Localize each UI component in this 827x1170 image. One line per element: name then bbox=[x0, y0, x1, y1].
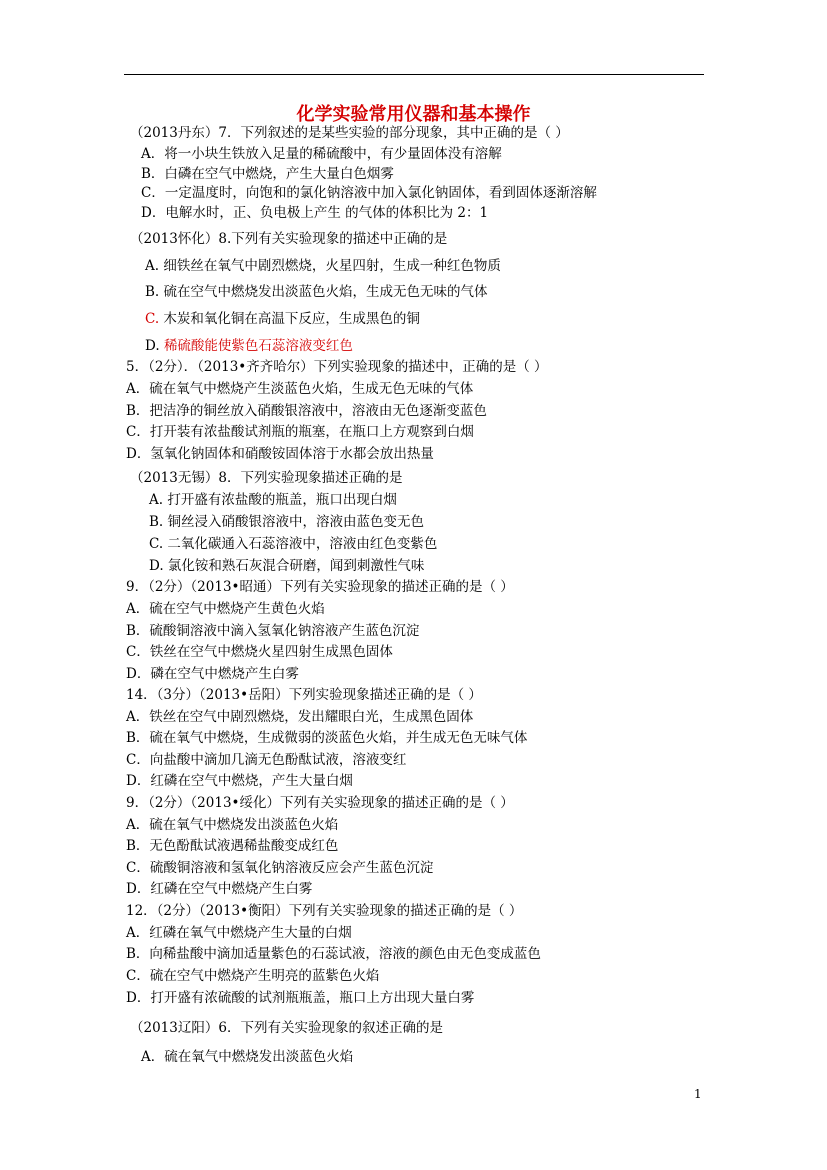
text-line: B．向稀盐酸中滴加适量紫色的石蕊试液，溶液的颜色由无色变成蓝色 bbox=[126, 946, 541, 962]
option-label: D. bbox=[145, 338, 164, 354]
page-number: 1 bbox=[694, 1087, 702, 1101]
text-line: D．红磷在空气中燃烧，产生大量白烟 bbox=[126, 773, 353, 789]
text-line: B. 硫在空气中燃烧发出淡蓝色火焰，生成无色无味的气体 bbox=[145, 284, 488, 300]
text-line: D．红磷在空气中燃烧产生白雾 bbox=[126, 881, 313, 897]
text-line: C．铁丝在空气中燃烧火星四射生成黑色固体 bbox=[126, 644, 393, 660]
option-text-highlight: 稀硫酸能使紫色石蕊溶液变红色 bbox=[163, 338, 353, 354]
text-line: D．氢氧化钠固体和硝酸铵固体溶于水都会放出热量 bbox=[126, 446, 434, 462]
text-line: B. 铜丝浸入硝酸银溶液中，溶液由蓝色变无色 bbox=[149, 514, 425, 530]
text-line bbox=[145, 337, 353, 355]
text-line: （2013辽阳）6．下列有关实验现象的叙述正确的是 bbox=[130, 1020, 443, 1036]
text-line: A．硫在氧气中燃烧发出淡蓝色火焰 bbox=[126, 817, 339, 833]
text-line: B．硫在氧气中燃烧，生成微弱的淡蓝色火焰，并生成无色无味气体 bbox=[126, 730, 528, 746]
text-line: A．硫在氧气中燃烧产生淡蓝色火焰，生成无色无味的气体 bbox=[126, 381, 474, 397]
text-line: B．硫酸铜溶液中滴入氢氧化钠溶液产生蓝色沉淀 bbox=[126, 623, 420, 639]
text-line: D. 氯化铵和熟石灰混合研磨，闻到刺激性气味 bbox=[149, 558, 425, 574]
text-line: B．白磷在空气中燃烧，产生大量白色烟雾 bbox=[141, 166, 394, 182]
text-line: D．电解水时，正、负电极上产生 的气体的体积比为 2：1 bbox=[141, 205, 489, 221]
text-line: C．硫酸铜溶液和氢氧化钠溶液反应会产生蓝色沉淀 bbox=[126, 860, 434, 876]
text-line: 12．（2分）（2013•衡阳）下列有关实验现象的描述正确的是（ ） bbox=[126, 903, 523, 919]
text-line: （2013无锡）8．下列实验现象描述正确的是 bbox=[130, 470, 403, 486]
text-line: C. 二氧化碳通入石蕊溶液中，溶液由红色变紫色 bbox=[149, 536, 438, 552]
text-line: C．打开装有浓盐酸试剂瓶的瓶塞，在瓶口上方观察到白烟 bbox=[126, 424, 474, 440]
text-line: 5．（2分）．（2013•齐齐哈尔）下列实验现象的描述中，正确的是（ ） bbox=[126, 359, 548, 375]
option-text: 木炭和氧化铜在高温下反应，生成黑色的铜 bbox=[159, 311, 420, 327]
text-line: D．磷在空气中燃烧产生白雾 bbox=[126, 666, 299, 682]
text-line: B．无色酚酞试液遇稀盐酸变成红色 bbox=[126, 838, 339, 854]
text-line bbox=[145, 310, 420, 328]
document-title: 化学实验常用仪器和基本操作 bbox=[296, 104, 531, 125]
text-line: C．一定温度时，向饱和的氯化钠溶液中加入氯化钠固体，看到固体逐渐溶解 bbox=[141, 185, 597, 201]
text-line: A．硫在空气中燃烧产生黄色火焰 bbox=[126, 601, 325, 617]
text-line: D．打开盛有浓硫酸的试剂瓶瓶盖，瓶口上方出现大量白雾 bbox=[126, 990, 475, 1006]
text-line: A．将一小块生铁放入足量的稀硫酸中，有少量固体没有溶解 bbox=[141, 146, 502, 162]
text-line: 9．（2分）（2013•昭通）下列有关实验现象的描述正确的是（ ） bbox=[126, 579, 514, 595]
option-label: C. bbox=[145, 311, 160, 327]
text-line: 14．（3分）（2013•岳阳）下列实验现象描述正确的是（ ） bbox=[126, 687, 482, 703]
text-line: 9．（2分）（2013•绥化）下列有关实验现象的描述正确的是（ ） bbox=[126, 795, 514, 811]
text-line: C．硫在空气中燃烧产生明亮的蓝紫色火焰 bbox=[126, 968, 380, 984]
text-line: A．红磷在氧气中燃烧产生大量的白烟 bbox=[126, 925, 352, 941]
text-line: A．铁丝在空气中剧烈燃烧，发出耀眼白光，生成黑色固体 bbox=[126, 709, 474, 725]
text-line: C．向盐酸中滴加几滴无色酚酞试液，溶液变红 bbox=[126, 752, 407, 768]
text-line: A. 细铁丝在氧气中剧烈燃烧，火星四射，生成一种红色物质 bbox=[145, 258, 501, 274]
text-line: B．把洁净的铜丝放入硝酸银溶液中，溶液由无色逐渐变蓝色 bbox=[126, 403, 487, 419]
text-line: （2013怀化）8.下列有关实验现象的描述中正确的是 bbox=[130, 231, 448, 247]
text-line: A. 打开盛有浓盐酸的瓶盖，瓶口出现白烟 bbox=[149, 492, 397, 508]
header-rule bbox=[124, 74, 704, 75]
text-line: （2013丹东）7．下列叙述的是某些实验的部分现象，其中正确的是（ ） bbox=[130, 125, 569, 141]
text-line: A．硫在氧气中燃烧发出淡蓝色火焰 bbox=[141, 1049, 354, 1065]
